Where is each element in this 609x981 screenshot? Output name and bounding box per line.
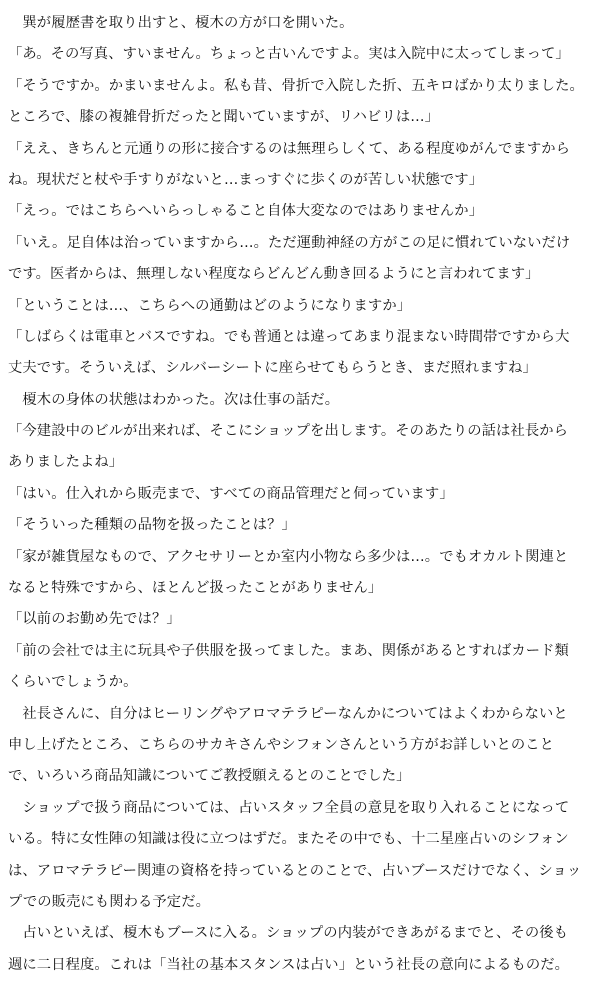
text-line: 「前の会社では主に玩具や子供服を扱ってました。まあ、関係があるとすればカード類: [8, 642, 569, 659]
text-line: です。医者からは、無理しない程度ならどんどん動き回るようにと言われてます」: [8, 266, 540, 283]
text-line: 「家が雑貨屋なもので、アクセサリーとか室内小物なら多少は…。でもオカルト関連と: [8, 548, 569, 565]
text-line: くらいでしょうか。: [8, 674, 138, 691]
text-line: ショップで扱う商品については、占いスタッフ全員の意見を取り入れることになって: [8, 799, 570, 816]
text-line: 「ええ、きちんと元通りの形に接合するのは無理らしくて、ある程度ゆがんでますから: [8, 140, 571, 157]
text-line: ね。現状だと杖や手すりがないと…まっすぐに歩くのが苦しい状態です」: [8, 171, 484, 188]
text-line: 「えっ。ではこちらへいらっしゃること自体大変なのではありませんか」: [8, 203, 484, 220]
text-line: 「以前のお勤め先では？」: [8, 611, 181, 628]
text-line: 社長さんに、自分はヒーリングやアロマテラピーなんかについてはよくわからないと: [8, 705, 568, 722]
text-line: 巽が履歴書を取り出すと、榎木の方が口を開いた。: [8, 15, 354, 31]
text-line: プでの販売にも関わる予定だ。: [8, 893, 210, 910]
text-line: は、アロマテラピー関連の資格を持っているとのことで、占いブースだけでなく、ショッ: [8, 862, 582, 879]
text-line: で、いろいろ商品知識についてご教授願えるとのことでした」: [8, 768, 411, 785]
text-line: ありましたよね」: [8, 454, 124, 471]
text-line: 「いえ。足自体は治っていますから…。ただ運動神経の方がこの足に慣れていないだけ: [8, 234, 571, 251]
text-line: 申し上げたところ、こちらのサカキさんやシフォンさんという方がお詳しいとのこと: [8, 736, 555, 753]
text-line: 「しばらくは電車とバスですね。でも普通とは違ってあまり混まない時間帯ですから大: [8, 328, 570, 345]
text-line: なると特殊ですから、ほとんど扱ったことがありません」: [8, 580, 383, 597]
text-line: 週に二日程度。これは「当社の基本スタンスは占い」という社長の意向によるものだ。: [8, 956, 570, 973]
text-line: 「そうですか。かまいませんよ。私も昔、骨折で入院した折、五キロばかり太りました。: [8, 77, 584, 94]
text-line: 占いといえば、榎木もブースに入る。ショップの内装ができあがるまでと、その後も: [8, 925, 569, 942]
text-line: 「あ。その写真、すいません。ちょっと古いんですよ。実は入院中に太ってしまって」: [8, 46, 570, 63]
text-line: ところで、膝の複雑骨折だったと聞いていますが、リハビリは…」: [8, 109, 440, 126]
text-line: 丈夫です。そういえば、シルバーシートに座らせてもらうとき、まだ照れますね」: [8, 360, 537, 377]
text-line: 「はい。仕入れから販売まで、すべての商品管理だと伺っています」: [8, 485, 454, 502]
text-line: いる。特に女性陣の知識は役に立つはずだ。またその中でも、十二星座占いのシフォン: [8, 831, 569, 848]
text-line: 「今建設中のビルが出来れば、そこにショップを出します。そのあたりの話は社長から: [8, 423, 569, 440]
novel-text-page: [8, 8, 604, 981]
text-line: 榎木の身体の状態はわかった。次は仕事の話だ。: [8, 391, 340, 408]
text-line: 「そういった種類の品物を扱ったことは？」: [8, 517, 296, 534]
text-line: 「ということは…、こちらへの通勤はどのようになりますか」: [8, 297, 412, 314]
